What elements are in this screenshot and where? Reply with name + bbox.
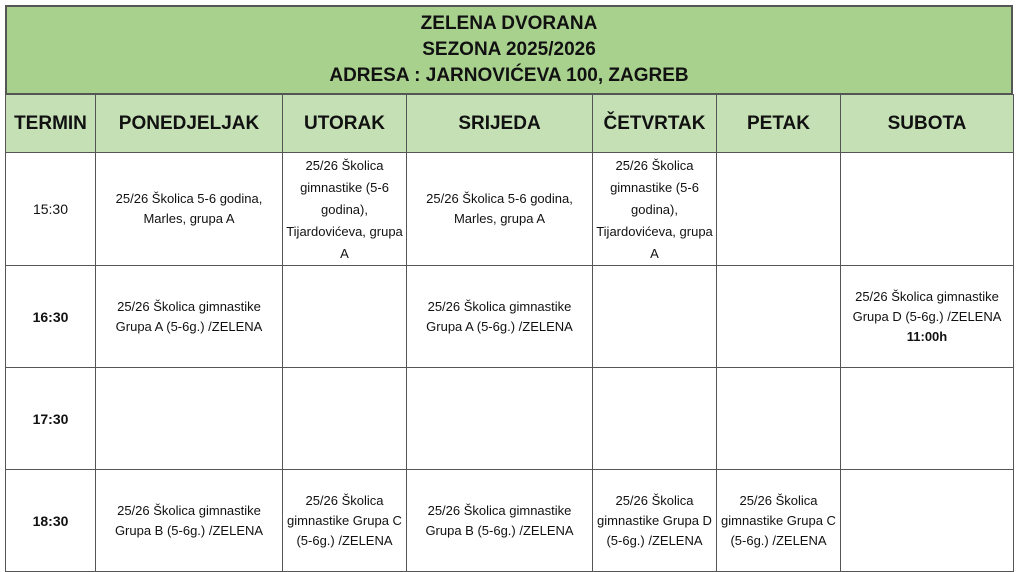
table-row — [6, 470, 1014, 572]
schedule-cell: 25/26 Školica 5-6 godina, Marles, grupa A — [96, 153, 283, 266]
time-cell: 16:30 — [6, 266, 96, 368]
col-subota: SUBOTA — [841, 95, 1014, 153]
schedule-cell — [841, 153, 1014, 266]
schedule-banner — [5, 5, 1013, 95]
schedule-cell: 25/26 Školica 5-6 godina, Marles, grupa A — [407, 153, 593, 266]
schedule-cell: 25/26 Školica gimnastike (5-6 godina), Tijardovićeva, grupa A — [593, 153, 717, 266]
col-cetvrtak: ČETVRTAK — [593, 95, 717, 153]
schedule-cell — [593, 368, 717, 470]
schedule-cell: 25/26 Školica gimnastike Grupa B (5-6g.) /ZELENA — [96, 470, 283, 572]
schedule-cell — [593, 266, 717, 368]
schedule-cell — [407, 368, 593, 470]
header-row — [6, 95, 1014, 153]
schedule-cell — [717, 153, 841, 266]
schedule-cell: 25/26 Školica gimnastike Grupa A (5-6g.) /ZELENA — [407, 266, 593, 368]
schedule-sheet — [5, 5, 1013, 572]
schedule-cell — [717, 368, 841, 470]
table-row — [6, 368, 1014, 470]
time-cell: 15:30 — [6, 153, 96, 266]
schedule-cell: 25/26 Školica gimnastike Grupa B (5-6g.) /ZELENA — [407, 470, 593, 572]
schedule-table — [5, 94, 1014, 572]
col-utorak: UTORAK — [283, 95, 407, 153]
col-srijeda: SRIJEDA — [407, 95, 593, 153]
col-termin: TERMIN — [6, 95, 96, 153]
table-row — [6, 153, 1014, 266]
saturday-time: 11:00h — [906, 328, 948, 344]
saturday-group-text: 25/26 Školica gimnastike Grupa D (5-6g.) /ZELENA — [852, 288, 1002, 324]
schedule-cell — [841, 470, 1014, 572]
schedule-cell — [841, 368, 1014, 470]
schedule-cell: 25/26 Školica gimnastike Grupa D (5-6g.) /ZELENA — [593, 470, 717, 572]
schedule-cell: 25/26 Školica gimnastike Grupa C (5-6g.) /ZELENA — [283, 470, 407, 572]
schedule-cell: 25/26 Školica gimnastike (5-6 godina), Tijardovićeva, grupa A — [283, 153, 407, 266]
hall-name: ZELENA DVORANA — [420, 13, 598, 34]
col-ponedjeljak: PONEDJELJAK — [96, 95, 283, 153]
address-label: ADRESA : JARNOVIĆEVA 100, ZAGREB — [329, 65, 689, 86]
time-cell: 18:30 — [6, 470, 96, 572]
schedule-cell — [96, 368, 283, 470]
schedule-cell: 25/26 Školica gimnastike Grupa C (5-6g.) /ZELENA — [717, 470, 841, 572]
schedule-cell — [717, 266, 841, 368]
schedule-cell: 25/26 Školica gimnastike Grupa A (5-6g.) /ZELENA — [96, 266, 283, 368]
col-petak: PETAK — [717, 95, 841, 153]
time-cell: 17:30 — [6, 368, 96, 470]
schedule-cell-saturday — [841, 266, 1014, 368]
table-row — [6, 266, 1014, 368]
schedule-cell — [283, 368, 407, 470]
schedule-cell — [283, 266, 407, 368]
season-label: SEZONA 2025/2026 — [422, 39, 596, 60]
